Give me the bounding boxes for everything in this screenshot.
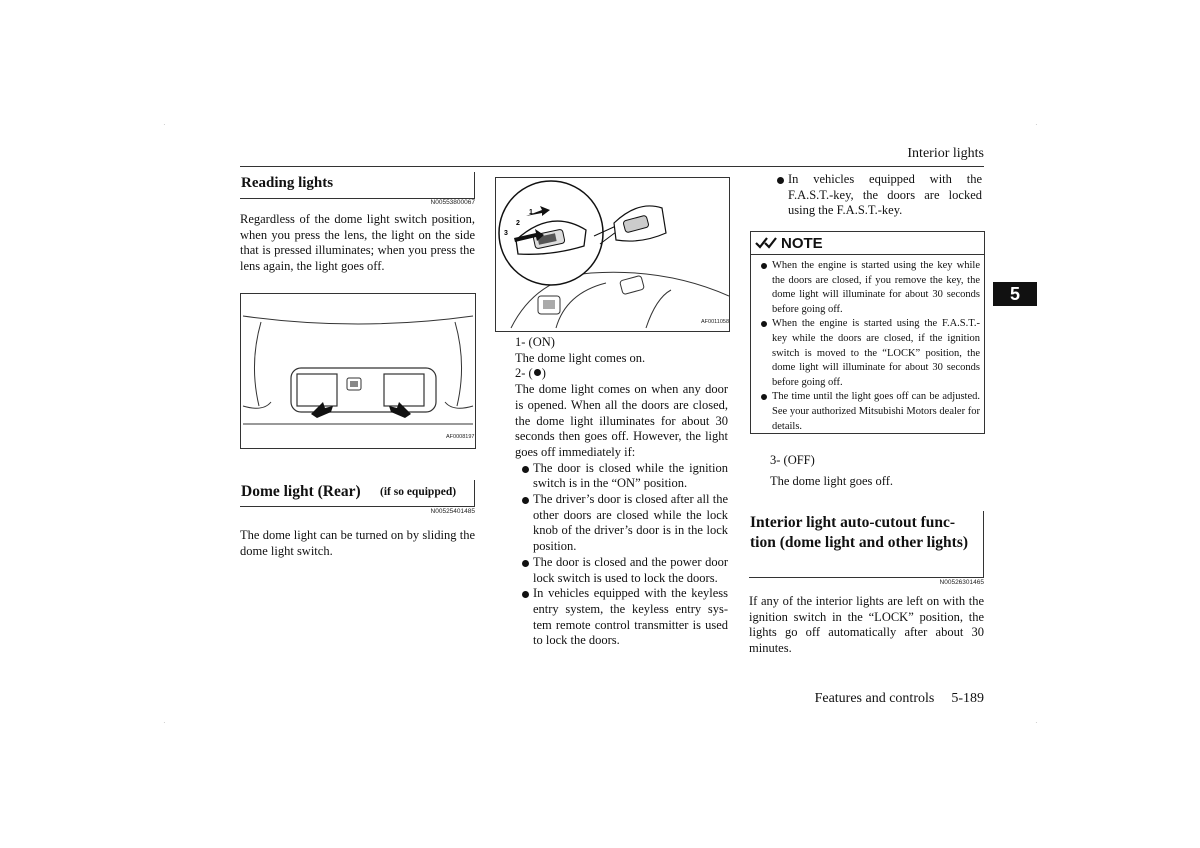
autocutout-title: Interior light auto-cutout func-tion (dome light and other lights) — [750, 514, 969, 551]
dome-rear-qualifier: (if so equipped) — [380, 486, 457, 498]
chapter-tab: 5 — [993, 282, 1037, 306]
position-2-label — [515, 366, 728, 382]
autocutout-code: N00526301465 — [939, 579, 984, 586]
footer-section: Features and controls — [814, 691, 935, 706]
reading-lights-code: N00553800067 — [430, 199, 475, 206]
dome-rear-code: N00525401485 — [430, 508, 475, 515]
dome-light-switch-illustration — [496, 178, 729, 331]
note-title: NOTE — [781, 234, 823, 252]
note-item: When the engine is started using the F.A.S.T.-key while the doors are closed, if the ignition switch is moved to the “LOCK” position, the dome light will illuminate for about 30 seconds before going off. — [755, 317, 980, 390]
position-2-label-prefix: 2- ( — [515, 366, 533, 381]
reading-lights-title: Reading lights — [241, 175, 334, 191]
reading-lights-figure-code: AF0008197 — [446, 434, 475, 440]
position-1-label: 1- (ON) — [515, 335, 555, 349]
position-2-label-suffix: ) — [541, 366, 546, 381]
crop-mark: · — [1035, 120, 1038, 129]
section-header-title: Interior lights — [907, 146, 984, 161]
position-3-text: The dome light goes off. — [770, 474, 894, 488]
reading-lights-text: Regardless of the dome light switch position, when you press the lens, the light on the side that is pressed illuminates; when you press the lens again, the light goes off. — [240, 212, 475, 274]
door-position-dot-icon — [534, 369, 541, 376]
bullet-icon — [761, 263, 767, 269]
note-item: The time until the light goes off can be adjusted. See your authorized Mitsubishi Motors dealer for details. — [755, 390, 980, 434]
overhead-console-illustration — [241, 294, 475, 448]
note-box — [750, 231, 985, 434]
autocutout-heading-box — [749, 511, 984, 578]
switch-figure-code: AF0011058 — [701, 319, 730, 325]
note-header — [751, 232, 984, 255]
note-list — [751, 255, 984, 438]
list-item: The door is closed and the power door lock switch is used to lock the doors. — [521, 555, 728, 586]
fast-key-list — [776, 172, 982, 219]
crop-mark: · — [163, 718, 166, 727]
position-2-conditions-list — [515, 461, 728, 649]
crop-mark: · — [163, 120, 166, 129]
switch-figure — [495, 177, 730, 332]
list-item: The door is closed while the ignition switch is in the “ON” position. — [521, 461, 728, 492]
note-check-icon — [755, 236, 777, 250]
position-1-block — [515, 335, 728, 649]
page-number: 5-189 — [951, 691, 984, 706]
list-item: In vehicles equipped with the F.A.S.T.-key, the doors are locked using the F.A.S.T.-key. — [776, 172, 982, 219]
dome-rear-text: The dome light can be turned on by sliding the dome light switch. — [240, 528, 475, 558]
switch-label-1: 1 — [529, 209, 533, 216]
position-3-label: 3- (OFF) — [770, 453, 815, 467]
switch-label-3: 3 — [504, 230, 508, 237]
position-1-text: The dome light comes on. — [515, 350, 646, 365]
bullet-icon — [522, 560, 529, 567]
page-footer — [780, 691, 984, 707]
bullet-icon — [522, 591, 529, 598]
header-rule — [240, 166, 984, 167]
reading-lights-figure — [240, 293, 476, 449]
note-item: When the engine is started using the key while the doors are closed, if you remove the key, the dome light will illuminate for about 30 seconds before going off. — [755, 259, 980, 317]
crop-mark: · — [1035, 718, 1038, 727]
reading-lights-heading-box — [240, 172, 475, 199]
bullet-icon — [777, 177, 784, 184]
bullet-icon — [761, 321, 767, 327]
list-item: In vehicles equipped with the keyless entry system, the keyless entry sys-tem remote control transmitter is used to lock the doors. — [521, 586, 728, 649]
dome-rear-heading-box — [240, 480, 475, 507]
bullet-icon — [761, 394, 767, 400]
bullet-icon — [522, 497, 529, 504]
switch-label-2: 2 — [516, 220, 520, 227]
bullet-icon — [522, 466, 529, 473]
autocutout-text: If any of the interior lights are left on with the ignition switch in the “LOCK” position, the lights go off automatically after about 30 minutes. — [749, 594, 984, 656]
position-2-text: The dome light comes on when any door is opened. When all the doors are closed, the dome light illuminates for about 30 seconds then goes off. However, the light goes off immediately if: — [515, 382, 728, 459]
dome-rear-title: Dome light (Rear) — [241, 483, 361, 500]
list-item: The driver’s door is closed after all the other doors are closed while the lock knob of the driver’s door is in the lock position. — [521, 492, 728, 555]
